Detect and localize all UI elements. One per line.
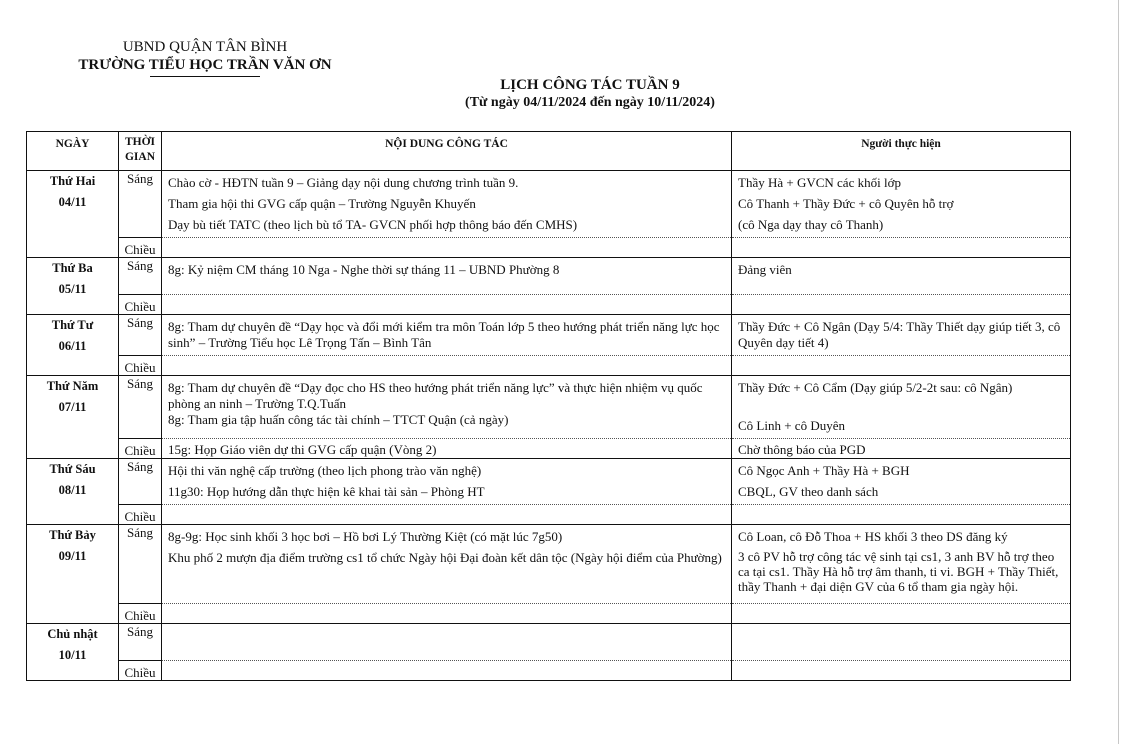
table-row — [27, 238, 1071, 258]
table-row — [27, 624, 1071, 661]
period-afternoon: Chiều — [119, 238, 162, 258]
school-header — [60, 38, 350, 77]
content-line: Dạy bù tiết TATC (theo lịch bù tổ TA- GVCN phối hợp thông báo đến CMHS) — [168, 217, 578, 232]
period-afternoon: Chiều — [119, 604, 162, 624]
content-cell — [162, 295, 732, 315]
header-underline — [150, 76, 260, 77]
person-line: Thầy Đức + Cô Ngân (Dạy 5/4: Thầy Thiết dạy giúp tiết 3, cô Quyên dạy tiết 4) — [738, 319, 1061, 350]
person-line: Đảng viên — [738, 262, 792, 277]
table-row — [27, 459, 1071, 505]
day-cell — [27, 459, 119, 525]
header-content: NỘI DUNG CÔNG TÁC — [162, 132, 732, 171]
content-line: Hội thi văn nghệ cấp trường (theo lịch phong trào văn nghệ) — [168, 463, 482, 478]
content-line: Chào cờ - HĐTN tuần 9 – Giảng dạy nội dung chương trình tuần 9. — [168, 175, 519, 190]
person-cell — [732, 505, 1071, 525]
table-row — [27, 376, 1071, 439]
content-cell — [162, 525, 732, 604]
content-cell — [162, 171, 732, 238]
content-cell — [162, 459, 732, 505]
table-row — [27, 258, 1071, 295]
period-morning: Sáng — [119, 376, 162, 439]
table-header-row — [27, 132, 1071, 171]
person-cell — [732, 295, 1071, 315]
period-afternoon: Chiều — [119, 295, 162, 315]
table-row — [27, 661, 1071, 681]
content-line: 8g-9g: Học sinh khối 3 học bơi – Hồ bơi Lý Thường Kiệt (có mặt lúc 7g50) — [168, 529, 563, 544]
person-line: Cô Loan, cô Đỗ Thoa + HS khối 3 theo DS đăng ký — [738, 529, 1008, 544]
content-cell — [162, 661, 732, 681]
table-row — [27, 295, 1071, 315]
day-name: Thứ Bảy — [49, 528, 96, 542]
document-title: LỊCH CÔNG TÁC TUẦN 9 — [500, 77, 680, 93]
person-cell — [732, 238, 1071, 258]
person-cell — [732, 171, 1071, 238]
header-time-line2: GIAN — [124, 151, 156, 163]
content-line: 8g: Tham dự chuyên đề “Dạy đọc cho HS theo hướng phát triển năng lực” và thực hiện nhiệm vụ quốc phòng an ninh – Trường T.Q.Tuấn — [168, 380, 703, 411]
content-line: Tham gia hội thi GVG cấp quận – Trường Nguyễn Khuyến — [168, 196, 476, 211]
document-title-block — [380, 76, 800, 112]
period-morning: Sáng — [119, 624, 162, 661]
content-cell — [162, 505, 732, 525]
content-line: 11g30: Họp hướng dẫn thực hiện kê khai tài sản – Phòng HT — [168, 484, 485, 499]
content-line: Khu phố 2 mượn địa điểm trường cs1 tổ chức Ngày hội Đại đoàn kết dân tộc (Ngày hội điểm của Phường) — [168, 550, 722, 565]
schedule-table — [26, 131, 1071, 681]
day-date: 04/11 — [58, 195, 87, 209]
person-line: Cô Thanh + Thầy Đức + cô Quyên hỗ trợ — [738, 196, 954, 211]
day-name: Thứ Năm — [46, 379, 99, 393]
content-cell — [162, 258, 732, 295]
header-time — [119, 132, 162, 171]
content-cell — [162, 604, 732, 624]
content-line: 8g: Tham gia tập huấn công tác tài chính – TTCT Quận (cả ngày) — [168, 412, 509, 427]
content-line: 8g: Kỷ niệm CM tháng 10 Nga - Nghe thời sự tháng 11 – UBND Phường 8 — [168, 262, 560, 277]
day-name: Thứ Sáu — [49, 462, 96, 476]
school-name: TRƯỜNG TIỂU HỌC TRẦN VĂN ƠN — [78, 57, 332, 73]
table-row — [27, 356, 1071, 376]
content-line: 8g: Tham dự chuyên đề “Dạy học và đổi mới kiểm tra môn Toán lớp 5 theo hướng phát triển năng lực học sinh” – Trường Tiểu học Lê Trọng Tấn – Bình Tân — [168, 319, 720, 350]
day-cell — [27, 624, 119, 681]
day-date: 09/11 — [58, 549, 87, 563]
day-cell — [27, 171, 119, 258]
content-cell — [162, 624, 732, 661]
person-cell — [732, 661, 1071, 681]
person-line: Cô Ngọc Anh + Thầy Hà + BGH — [738, 463, 910, 478]
person-line: 3 cô PV hỗ trợ công tác vệ sinh tại cs1, 3 anh BV hỗ trợ theo ca tại cs1. Thầy Hà hỗ trợ âm thanh, ti vi. BGH + Thầy Thiết, thầy Thanh + đại diện GV của 6 tổ tham gia ngày hội. — [738, 549, 1059, 594]
period-afternoon: Chiều — [119, 439, 162, 459]
day-date: 07/11 — [58, 400, 87, 414]
table-row — [27, 604, 1071, 624]
table-row — [27, 525, 1071, 604]
person-line: CBQL, GV theo danh sách — [738, 484, 879, 499]
document-date-range: (Từ ngày 04/11/2024 đến ngày 10/11/2024) — [465, 95, 715, 110]
person-line: (cô Nga dạy thay cô Thanh) — [738, 217, 884, 232]
content-cell — [162, 315, 732, 356]
person-cell — [732, 315, 1071, 356]
day-date: 08/11 — [58, 483, 87, 497]
day-cell — [27, 258, 119, 315]
day-name: Chủ nhật — [47, 627, 98, 641]
person-cell: Chờ thông báo của PGD — [732, 439, 1071, 459]
district-name: UBND QUẬN TÂN BÌNH — [122, 39, 288, 55]
day-name: Thứ Tư — [51, 318, 94, 332]
header-time-line1: THỜI — [124, 136, 156, 148]
period-morning: Sáng — [119, 459, 162, 505]
content-cell: 15g: Họp Giáo viên dự thi GVG cấp quận (Vòng 2) — [162, 439, 732, 459]
person-cell — [732, 604, 1071, 624]
content-cell — [162, 356, 732, 376]
table-row — [27, 315, 1071, 356]
day-date: 05/11 — [58, 282, 87, 296]
person-cell — [732, 376, 1071, 439]
person-line: Thầy Hà + GVCN các khối lớp — [738, 175, 901, 190]
person-line: Thầy Đức + Cô Cẩm (Dạy giúp 5/2-2t sau: cô Ngân) — [738, 380, 1013, 395]
header-person: Người thực hiện — [732, 132, 1071, 171]
day-date: 10/11 — [58, 648, 87, 662]
period-afternoon: Chiều — [119, 505, 162, 525]
person-line: Cô Linh + cô Duyên — [738, 418, 845, 433]
page-edge — [1118, 0, 1119, 744]
day-date: 06/11 — [58, 339, 87, 353]
content-cell — [162, 238, 732, 258]
period-morning: Sáng — [119, 171, 162, 238]
table-row — [27, 439, 1071, 459]
period-morning: Sáng — [119, 258, 162, 295]
person-cell — [732, 624, 1071, 661]
person-cell — [732, 356, 1071, 376]
person-cell — [732, 459, 1071, 505]
person-cell — [732, 525, 1071, 604]
content-cell — [162, 376, 732, 439]
period-morning: Sáng — [119, 525, 162, 604]
day-cell — [27, 525, 119, 624]
period-afternoon: Chiều — [119, 661, 162, 681]
period-morning: Sáng — [119, 315, 162, 356]
day-cell — [27, 376, 119, 459]
person-cell — [732, 258, 1071, 295]
header-day: NGÀY — [27, 132, 119, 171]
day-cell — [27, 315, 119, 376]
table-row — [27, 171, 1071, 238]
day-name: Thứ Hai — [49, 174, 96, 188]
table-row — [27, 505, 1071, 525]
day-name: Thứ Ba — [52, 261, 93, 275]
period-afternoon: Chiều — [119, 356, 162, 376]
